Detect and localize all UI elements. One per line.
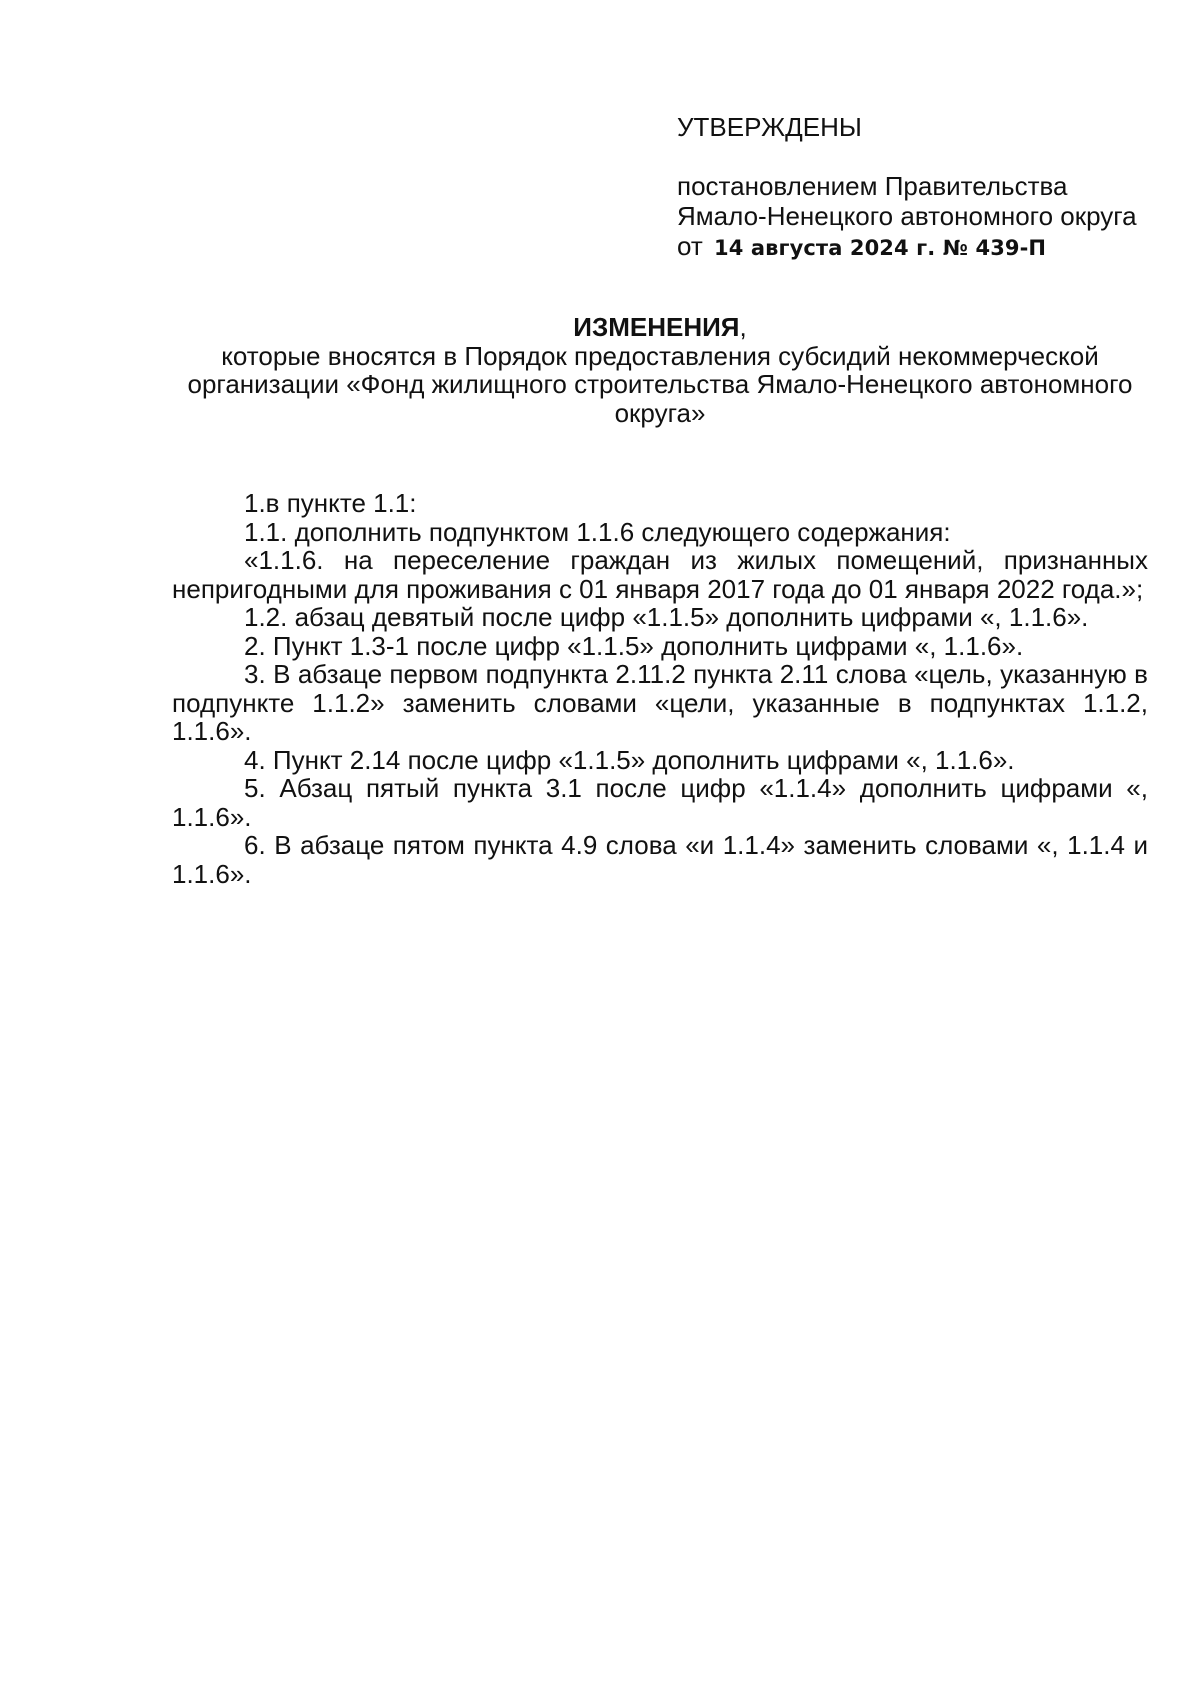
title-subtitle: которые вносятся в Порядок предоставления субсидий некоммерческой организации «Фонд жилищного строительства Ямало-Ненецкого автономного округа»: [187, 340, 1133, 428]
paragraph-1-1-6-quote: «1.1.6. на переселение граждан из жилых помещений, признанных непригодными для проживания с 01 января 2017 года до 01 января 2022 года.»;: [172, 545, 1148, 604]
approval-date-line: [677, 231, 1177, 263]
title-heading-suffix: ,: [739, 312, 747, 342]
document-body: [172, 489, 1148, 888]
paragraph-1-1: 1.1. дополнить подпунктом 1.1.6 следующего содержания:: [244, 516, 951, 547]
paragraph-5: 5. Абзац пятый пункта 3.1 после цифр «1.1.4» дополнить цифрами «, 1.1.6».: [172, 773, 1148, 832]
approval-basis-line-2: Ямало-Ненецкого автономного округа: [677, 201, 1137, 231]
paragraph-2: 2. Пункт 1.3-1 после цифр «1.1.5» дополнить цифрами «, 1.1.6».: [244, 630, 1024, 661]
approved-label: УТВЕРЖДЕНЫ: [677, 112, 862, 142]
paragraph-3: 3. В абзаце первом подпункта 2.11.2 пункта 2.11 слова «цель, указанную в подпункте 1.1.2» заменить словами «цели, указанные в подпунктах 1.1.2, 1.1.6».: [172, 659, 1148, 746]
approval-stamp: [677, 112, 1177, 263]
approval-date-prefix: от: [677, 231, 703, 261]
paragraph-1: 1.в пункте 1.1:: [244, 488, 417, 518]
title-heading-line: [172, 313, 1148, 342]
title-heading: ИЗМЕНЕНИЯ: [573, 312, 740, 342]
document-title: [172, 313, 1148, 427]
paragraph-1-2: 1.2. абзац девятый после цифр «1.1.5» дополнить цифрами «, 1.1.6».: [244, 602, 1089, 632]
approval-basis-line-1: постановлением Правительства: [677, 171, 1068, 201]
paragraph-4: 4. Пункт 2.14 после цифр «1.1.5» дополнить цифрами «, 1.1.6».: [244, 744, 1015, 775]
paragraph-6: 6. В абзаце пятом пункта 4.9 слова «и 1.1.4» заменить словами «, 1.1.4 и 1.1.6».: [172, 830, 1148, 889]
approval-date-value: 14 августа 2024 г. № 439-П: [714, 236, 1047, 260]
